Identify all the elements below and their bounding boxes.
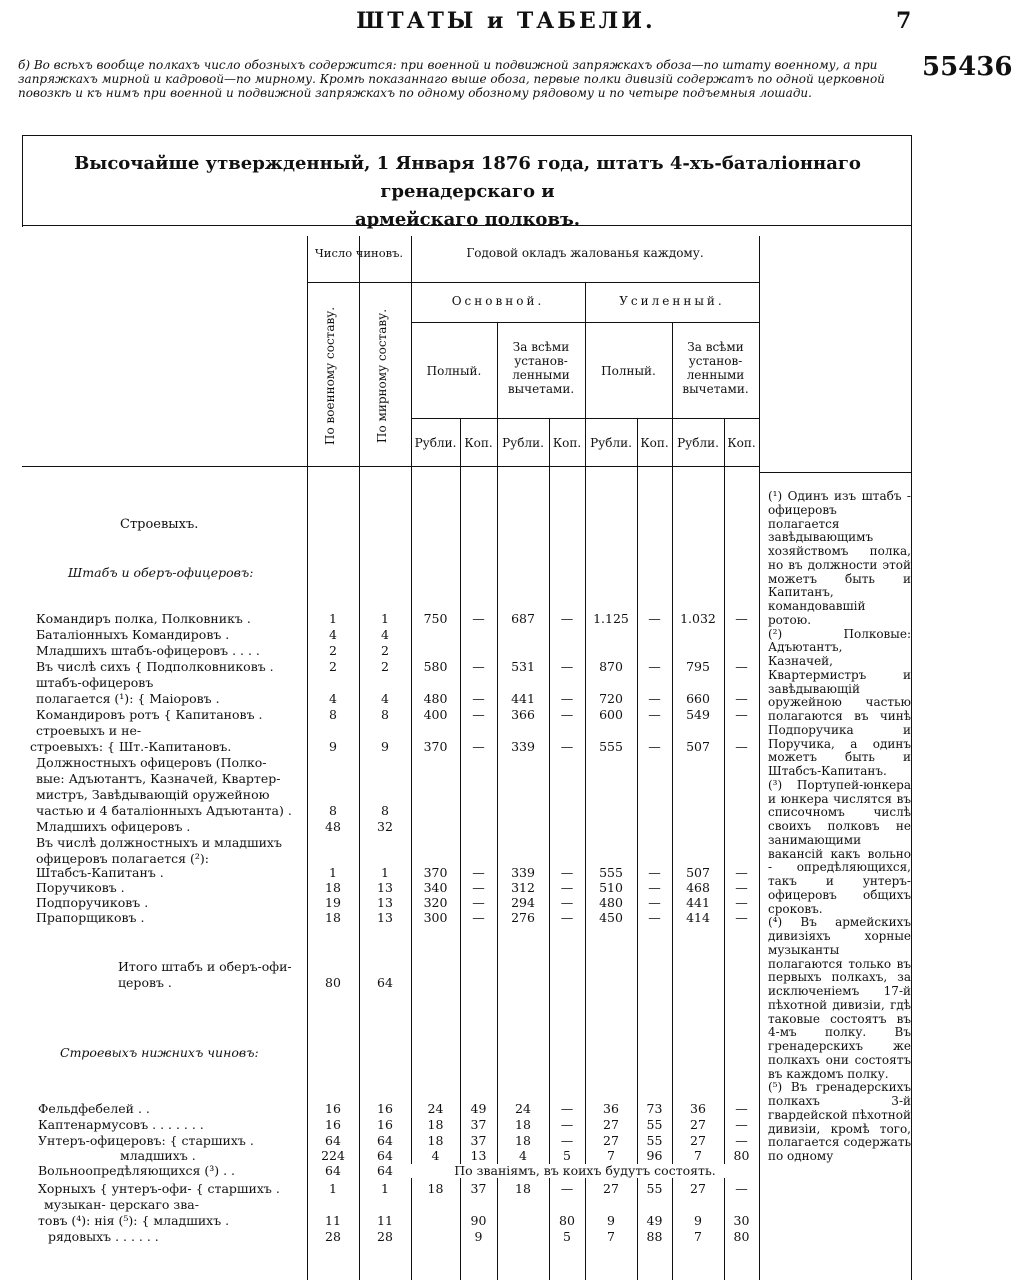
peacetime-count: 4 <box>381 691 389 706</box>
salary-cell: — <box>735 707 748 722</box>
peacetime-count: 2 <box>381 643 389 658</box>
salary-cell: — <box>560 1181 574 1196</box>
peacetime-count: 4 <box>381 627 389 642</box>
peacetime-count: 28 <box>377 1229 393 1244</box>
row-label: полагается (¹): { Маіоровъ . <box>36 691 220 706</box>
salary-cell: 24 <box>515 1101 531 1116</box>
col-header-rub: Рубли. <box>677 436 719 450</box>
col-header-deduct <box>672 340 759 396</box>
salary-cell: — <box>472 659 485 674</box>
col-header-full: Полный. <box>601 364 656 378</box>
salary-cell: 27 <box>603 1133 619 1148</box>
wartime-count: 1 <box>329 611 337 626</box>
salary-cell: 441 <box>686 895 710 910</box>
salary-cell: 27 <box>690 1133 706 1148</box>
peacetime-count: 64 <box>377 1163 393 1178</box>
salary-cell: — <box>472 707 485 722</box>
salary-cell: — <box>735 865 748 880</box>
salary-cell: 600 <box>599 707 623 722</box>
row-label: Унтеръ-офицеровъ: { старшихъ . <box>38 1133 254 1148</box>
salary-cell: 37 <box>470 1117 487 1132</box>
salary-cell: 400 <box>423 707 448 722</box>
row-label: мистръ, Завѣдывающій оружейною <box>36 787 270 802</box>
col-header-full: Полный. <box>426 364 482 378</box>
wartime-count: 19 <box>325 895 341 910</box>
row-label: Въ числѣ должностныхъ и младшихъ <box>36 835 282 850</box>
col-header-deduct <box>497 340 585 396</box>
peacetime-count: 2 <box>381 659 389 674</box>
salary-cell: — <box>648 910 661 925</box>
peacetime-count: 8 <box>381 707 389 722</box>
peacetime-count: 64 <box>377 1148 393 1163</box>
section-shtab: Штабъ и оберъ-офицеровъ: <box>68 565 254 580</box>
row-label: Поручиковъ . <box>36 880 125 895</box>
salary-cell: 480 <box>423 691 448 706</box>
footnote-line: повозкѣ и къ нимъ при военной и подвижной запряжкахъ по одному обозному рядовому и по четыре подъемныя лошади. <box>18 86 812 100</box>
salary-cell: — <box>648 691 661 706</box>
salary-cell: 795 <box>686 659 710 674</box>
salary-cell: 414 <box>686 910 710 925</box>
salary-cell: 37 <box>470 1133 487 1148</box>
wartime-count: 9 <box>329 739 337 754</box>
salary-cell: — <box>560 880 574 895</box>
salary-cell: 18 <box>427 1133 444 1148</box>
salary-cell: 55 <box>646 1117 663 1132</box>
wartime-count: 1 <box>329 865 337 880</box>
salary-cell: 339 <box>511 739 535 754</box>
col-header-salary: Годовой окладъ жалованья каждому. <box>466 246 704 260</box>
row-label: Каптенармусовъ . . . . . . . <box>38 1117 204 1132</box>
wartime-count: 2 <box>329 643 337 658</box>
salary-cell: 18 <box>427 1181 444 1196</box>
salary-cell: 37 <box>470 1181 487 1196</box>
header-rule <box>411 418 759 419</box>
salary-cell: 90 <box>470 1213 487 1228</box>
deduct-line: ленными <box>512 368 570 382</box>
salary-cell: — <box>560 865 574 880</box>
note-1: (¹) Одинъ изъ штабъ - офицеровъ полагается завѣдывающимъ хозяйствомъ полка, но въ должности этой можетъ быть и Капитанъ, командовавшій ротою. <box>768 489 911 627</box>
row-label: младшихъ . <box>120 1148 196 1163</box>
salary-cell: 1.032 <box>680 611 716 626</box>
table-left-rule <box>22 135 23 227</box>
peacetime-count: 1 <box>381 1181 389 1196</box>
salary-cell: 13 <box>470 1148 487 1163</box>
row-label: частью и 4 баталіонныхъ Адъютанта) . <box>36 803 292 818</box>
salary-cell: 7 <box>607 1148 615 1163</box>
volunteer-salary-note: По званіямъ, въ коихъ будутъ состоять. <box>411 1164 759 1178</box>
salary-cell: — <box>735 1101 748 1116</box>
salary-cell: 555 <box>599 865 623 880</box>
col-header-enhanced: Усиленный. <box>619 294 725 308</box>
wartime-count: 64 <box>325 1163 341 1178</box>
row-label: строевыхъ и не- <box>36 723 142 738</box>
salary-cell: — <box>648 707 661 722</box>
note-5: (⁵) Въ гренадерскихъ полкахъ 3-й гвардейской пѣхотной дивизіи, кромѣ того, полагается содержать по одному <box>768 1080 911 1163</box>
salary-cell: 276 <box>511 910 535 925</box>
col-header-wartime: По военному составу. <box>323 306 337 446</box>
salary-cell: — <box>560 691 574 706</box>
wartime-count: 16 <box>325 1101 341 1116</box>
salary-cell: 720 <box>599 691 623 706</box>
page-number: 7 <box>896 8 912 34</box>
row-label: Фельдфебелей . . <box>38 1101 150 1116</box>
salary-cell: — <box>560 707 574 722</box>
col-header-basic: Основной. <box>451 294 545 308</box>
salary-cell: — <box>560 1101 574 1116</box>
salary-cell: 27 <box>690 1181 706 1196</box>
col-header-kop: Коп. <box>552 436 582 450</box>
salary-cell: 36 <box>603 1101 619 1116</box>
wartime-count: 224 <box>321 1148 345 1163</box>
salary-cell: — <box>648 739 661 754</box>
salary-cell: — <box>472 880 485 895</box>
peacetime-count: 16 <box>377 1101 393 1116</box>
salary-cell: 370 <box>423 865 448 880</box>
deduct-line: ленными <box>686 368 745 382</box>
salary-cell: 507 <box>686 865 710 880</box>
col-header-rub: Рубли. <box>414 436 457 450</box>
salary-cell: 480 <box>599 895 623 910</box>
salary-cell: 366 <box>511 707 535 722</box>
salary-cell: 555 <box>599 739 623 754</box>
salary-cell: 18 <box>515 1181 531 1196</box>
salary-cell: — <box>560 1133 574 1148</box>
salary-cell: 7 <box>694 1148 702 1163</box>
salary-cell: — <box>735 691 748 706</box>
table-top-rule <box>22 135 912 136</box>
itogo-line: церовъ . <box>118 975 172 990</box>
salary-cell: — <box>648 865 661 880</box>
salary-cell: 340 <box>423 880 448 895</box>
salary-cell: 339 <box>511 865 535 880</box>
salary-cell: — <box>648 895 661 910</box>
row-label: Штабсъ-Капитанъ . <box>36 865 164 880</box>
salary-cell: 5 <box>563 1148 571 1163</box>
section-nizhnie: Строевыхъ нижнихъ чиновъ: <box>60 1045 259 1060</box>
salary-cell: 294 <box>511 895 535 910</box>
deduct-line: установ- <box>514 354 568 368</box>
salary-cell: — <box>735 611 748 626</box>
salary-cell: — <box>735 1117 748 1132</box>
salary-cell: 312 <box>511 880 535 895</box>
salary-cell: 49 <box>470 1101 487 1116</box>
footnote-line: запряжкахъ мирной и кадровой—по мирному. Кромѣ показаннаго выше обоза, первые полки дивизій содержатъ по одной церковной <box>18 72 885 86</box>
salary-cell: — <box>560 739 574 754</box>
salary-cell: 9 <box>607 1213 615 1228</box>
wartime-count: 8 <box>329 707 337 722</box>
salary-cell: 27 <box>603 1181 619 1196</box>
peacetime-count: 9 <box>381 739 389 754</box>
note-2: (²) Полковые: Адъютантъ, Казначей, Квартермистръ и завѣдывающій оружейною частью полагаются въ чинѣ Подпоручика и Поручика, а одинъ можетъ быть и Штабсъ-Капитанъ. <box>768 626 911 778</box>
col-header-rub: Рубли. <box>502 436 544 450</box>
peacetime-count: 8 <box>381 803 389 818</box>
salary-cell: 88 <box>646 1229 663 1244</box>
caption-line: армейскаго полковъ. <box>354 209 581 230</box>
itogo-wartime: 80 <box>325 975 341 990</box>
deduct-line: За всѣми <box>687 340 744 354</box>
row-label: Младшихъ штабъ-офицеровъ . . . . <box>36 643 260 658</box>
salary-cell: 549 <box>686 707 710 722</box>
side-notes <box>768 490 911 1164</box>
row-label: музыкан- церскаго зва- <box>44 1197 199 1212</box>
deduct-line: вычетами. <box>682 382 749 396</box>
salary-cell: 870 <box>599 659 623 674</box>
wartime-count: 64 <box>325 1133 341 1148</box>
salary-cell: — <box>735 659 748 674</box>
row-label: Хорныхъ { унтеръ-офи- { старшихъ . <box>38 1181 280 1196</box>
row-label: товъ (⁴): нія (⁵): { младшихъ . <box>38 1213 230 1228</box>
salary-cell: 4 <box>431 1148 440 1163</box>
salary-cell: 7 <box>607 1229 615 1244</box>
row-label: штабъ-офицеровъ <box>36 675 154 690</box>
salary-cell: — <box>560 895 574 910</box>
header-rule <box>411 322 759 323</box>
salary-cell: 30 <box>733 1213 750 1228</box>
wartime-count: 4 <box>329 691 337 706</box>
salary-cell: 24 <box>427 1101 444 1116</box>
salary-cell: 4 <box>519 1148 527 1163</box>
wartime-count: 28 <box>325 1229 341 1244</box>
salary-cell: 320 <box>423 895 448 910</box>
col-header-chin-count: Число чиновъ. <box>314 246 404 260</box>
salary-cell: — <box>648 659 661 674</box>
salary-cell: 49 <box>646 1213 663 1228</box>
peacetime-count: 13 <box>377 895 393 910</box>
footnote-b <box>18 58 918 100</box>
salary-cell: — <box>735 895 748 910</box>
salary-cell: 660 <box>686 691 710 706</box>
header-rule <box>307 282 759 283</box>
footnote-line: б) Во всѣхъ вообще полкахъ число обозныхъ содержится: при военной и подвижной запряжкахъ обоза—по штату военному, а при <box>18 58 878 72</box>
row-label: Младшихъ офицеровъ . <box>36 819 191 834</box>
salary-cell: 27 <box>603 1117 619 1132</box>
salary-cell: — <box>472 739 485 754</box>
salary-cell: — <box>648 611 661 626</box>
table-right-rule <box>911 135 912 1280</box>
note-4: (⁴) Въ армейскихъ дивизіяхъ хорные музыканты полагаются только въ первыхъ полкахъ, за исключеніемъ 17-й пѣхотной дивизіи, гдѣ таковые состоятъ въ 4-мъ полку. Въ гренадерскихъ же полкахъ они состоятъ въ каждомъ полку. <box>768 915 911 1081</box>
row-label: Баталіонныхъ Командировъ . <box>36 627 230 642</box>
wartime-count: 16 <box>325 1117 341 1132</box>
col-header-kop: Коп. <box>727 436 756 450</box>
salary-cell: 468 <box>686 880 710 895</box>
salary-cell: 300 <box>423 910 448 925</box>
salary-cell: 5 <box>563 1229 571 1244</box>
salary-cell: — <box>560 611 574 626</box>
row-label: Командировъ ротъ { Капитановъ . <box>36 707 263 722</box>
col-header-rub: Рубли. <box>590 436 632 450</box>
salary-cell: 55 <box>646 1181 663 1196</box>
wartime-count: 11 <box>325 1213 341 1228</box>
itogo-line: Итого штабъ и оберъ-офи- <box>118 959 292 974</box>
wartime-count: 2 <box>329 659 337 674</box>
salary-cell: — <box>735 739 748 754</box>
wartime-count: 48 <box>325 819 341 834</box>
salary-cell: 1.125 <box>593 611 629 626</box>
salary-cell: — <box>472 611 485 626</box>
wartime-count: 18 <box>325 880 341 895</box>
peacetime-count: 13 <box>377 910 393 925</box>
row-label: Прапорщиковъ . <box>36 910 145 925</box>
caption-line: Высочайше утвержденный, 1 Января 1876 года, штатъ 4-хъ-баталіоннаго гренадерскаго и <box>74 153 861 202</box>
notes-top-rule <box>759 472 911 473</box>
salary-cell: 441 <box>511 691 535 706</box>
deduct-line: установ- <box>688 354 743 368</box>
row-label: вые: Адъютантъ, Казначей, Квартер- <box>36 771 281 786</box>
salary-cell: 80 <box>733 1229 750 1244</box>
salary-cell: — <box>472 865 485 880</box>
salary-cell: — <box>472 691 485 706</box>
row-label: строевыхъ: { Шт.-Капитановъ. <box>30 739 232 754</box>
note-3: (³) Портупей-юнкера и юнкера числятся въ списочномъ числѣ своихъ полковъ не занимающими вакансій какъ вольно - опредѣляющихся, такъ и унтеръ-офицеровъ общихъ сроковъ. <box>768 777 911 916</box>
col-header-kop: Коп. <box>640 436 669 450</box>
salary-cell: 580 <box>423 659 448 674</box>
salary-cell: 450 <box>599 910 623 925</box>
salary-cell: — <box>560 910 574 925</box>
itogo-peacetime: 64 <box>377 975 393 990</box>
salary-cell: 73 <box>646 1101 663 1116</box>
peacetime-count: 1 <box>381 611 389 626</box>
salary-cell: 9 <box>694 1213 702 1228</box>
archive-stamp-number: 55436 <box>922 52 1012 82</box>
salary-cell: 531 <box>511 659 535 674</box>
col-header-peacetime: По мирному составу. <box>375 308 389 444</box>
salary-cell: — <box>560 1117 574 1132</box>
salary-cell: — <box>472 910 485 925</box>
row-label: Подпоручиковъ . <box>36 895 149 910</box>
salary-cell: — <box>648 880 661 895</box>
salary-cell: 80 <box>733 1148 750 1163</box>
salary-cell: — <box>735 1181 748 1196</box>
salary-cell: 27 <box>690 1117 706 1132</box>
salary-cell: 687 <box>511 611 535 626</box>
salary-cell: — <box>735 1133 748 1148</box>
peacetime-count: 16 <box>377 1117 393 1132</box>
salary-cell: 18 <box>515 1133 531 1148</box>
salary-cell: 80 <box>559 1213 575 1228</box>
salary-cell: — <box>472 895 485 910</box>
deduct-line: За всѣми <box>512 340 570 354</box>
salary-cell: 96 <box>646 1148 663 1163</box>
salary-cell: 7 <box>694 1229 702 1244</box>
peacetime-count: 32 <box>377 819 393 834</box>
salary-cell: 18 <box>427 1117 444 1132</box>
wartime-count: 4 <box>329 627 337 642</box>
salary-cell: 18 <box>515 1117 531 1132</box>
salary-cell: — <box>560 659 574 674</box>
row-label: Командиръ полка, Полковникъ . <box>36 611 251 626</box>
col-header-kop: Коп. <box>464 436 493 450</box>
wartime-count: 8 <box>329 803 337 818</box>
header-bottom-rule <box>22 466 760 467</box>
row-label: Должностныхъ офицеровъ (Полко- <box>36 755 267 770</box>
salary-cell: 750 <box>423 611 448 626</box>
table-caption <box>25 150 910 234</box>
wartime-count: 18 <box>325 910 341 925</box>
peacetime-count: 64 <box>377 1133 393 1148</box>
deduct-line: вычетами. <box>507 382 575 396</box>
salary-cell: 507 <box>686 739 710 754</box>
salary-cell: — <box>735 880 748 895</box>
peacetime-count: 11 <box>377 1213 393 1228</box>
salary-cell: 36 <box>690 1101 706 1116</box>
row-label: Въ числѣ сихъ { Подполковниковъ . <box>36 659 274 674</box>
salary-cell: 55 <box>646 1133 663 1148</box>
peacetime-count: 13 <box>377 880 393 895</box>
row-label: офицеровъ полагается (²): <box>36 851 209 866</box>
section-stroevye: Строевыхъ. <box>120 517 199 532</box>
row-label: Вольноопредѣляющихся (³) . . <box>38 1163 236 1178</box>
salary-cell: — <box>735 910 748 925</box>
salary-cell: 370 <box>423 739 448 754</box>
salary-cell: 510 <box>599 880 623 895</box>
row-label: рядовыхъ . . . . . . <box>48 1229 159 1244</box>
salary-cell: 9 <box>474 1229 483 1244</box>
wartime-count: 1 <box>329 1181 337 1196</box>
page-header-title: ШТАТЫ и ТАБЕЛИ. <box>356 8 656 34</box>
peacetime-count: 1 <box>381 865 389 880</box>
col-rule <box>759 236 760 1280</box>
